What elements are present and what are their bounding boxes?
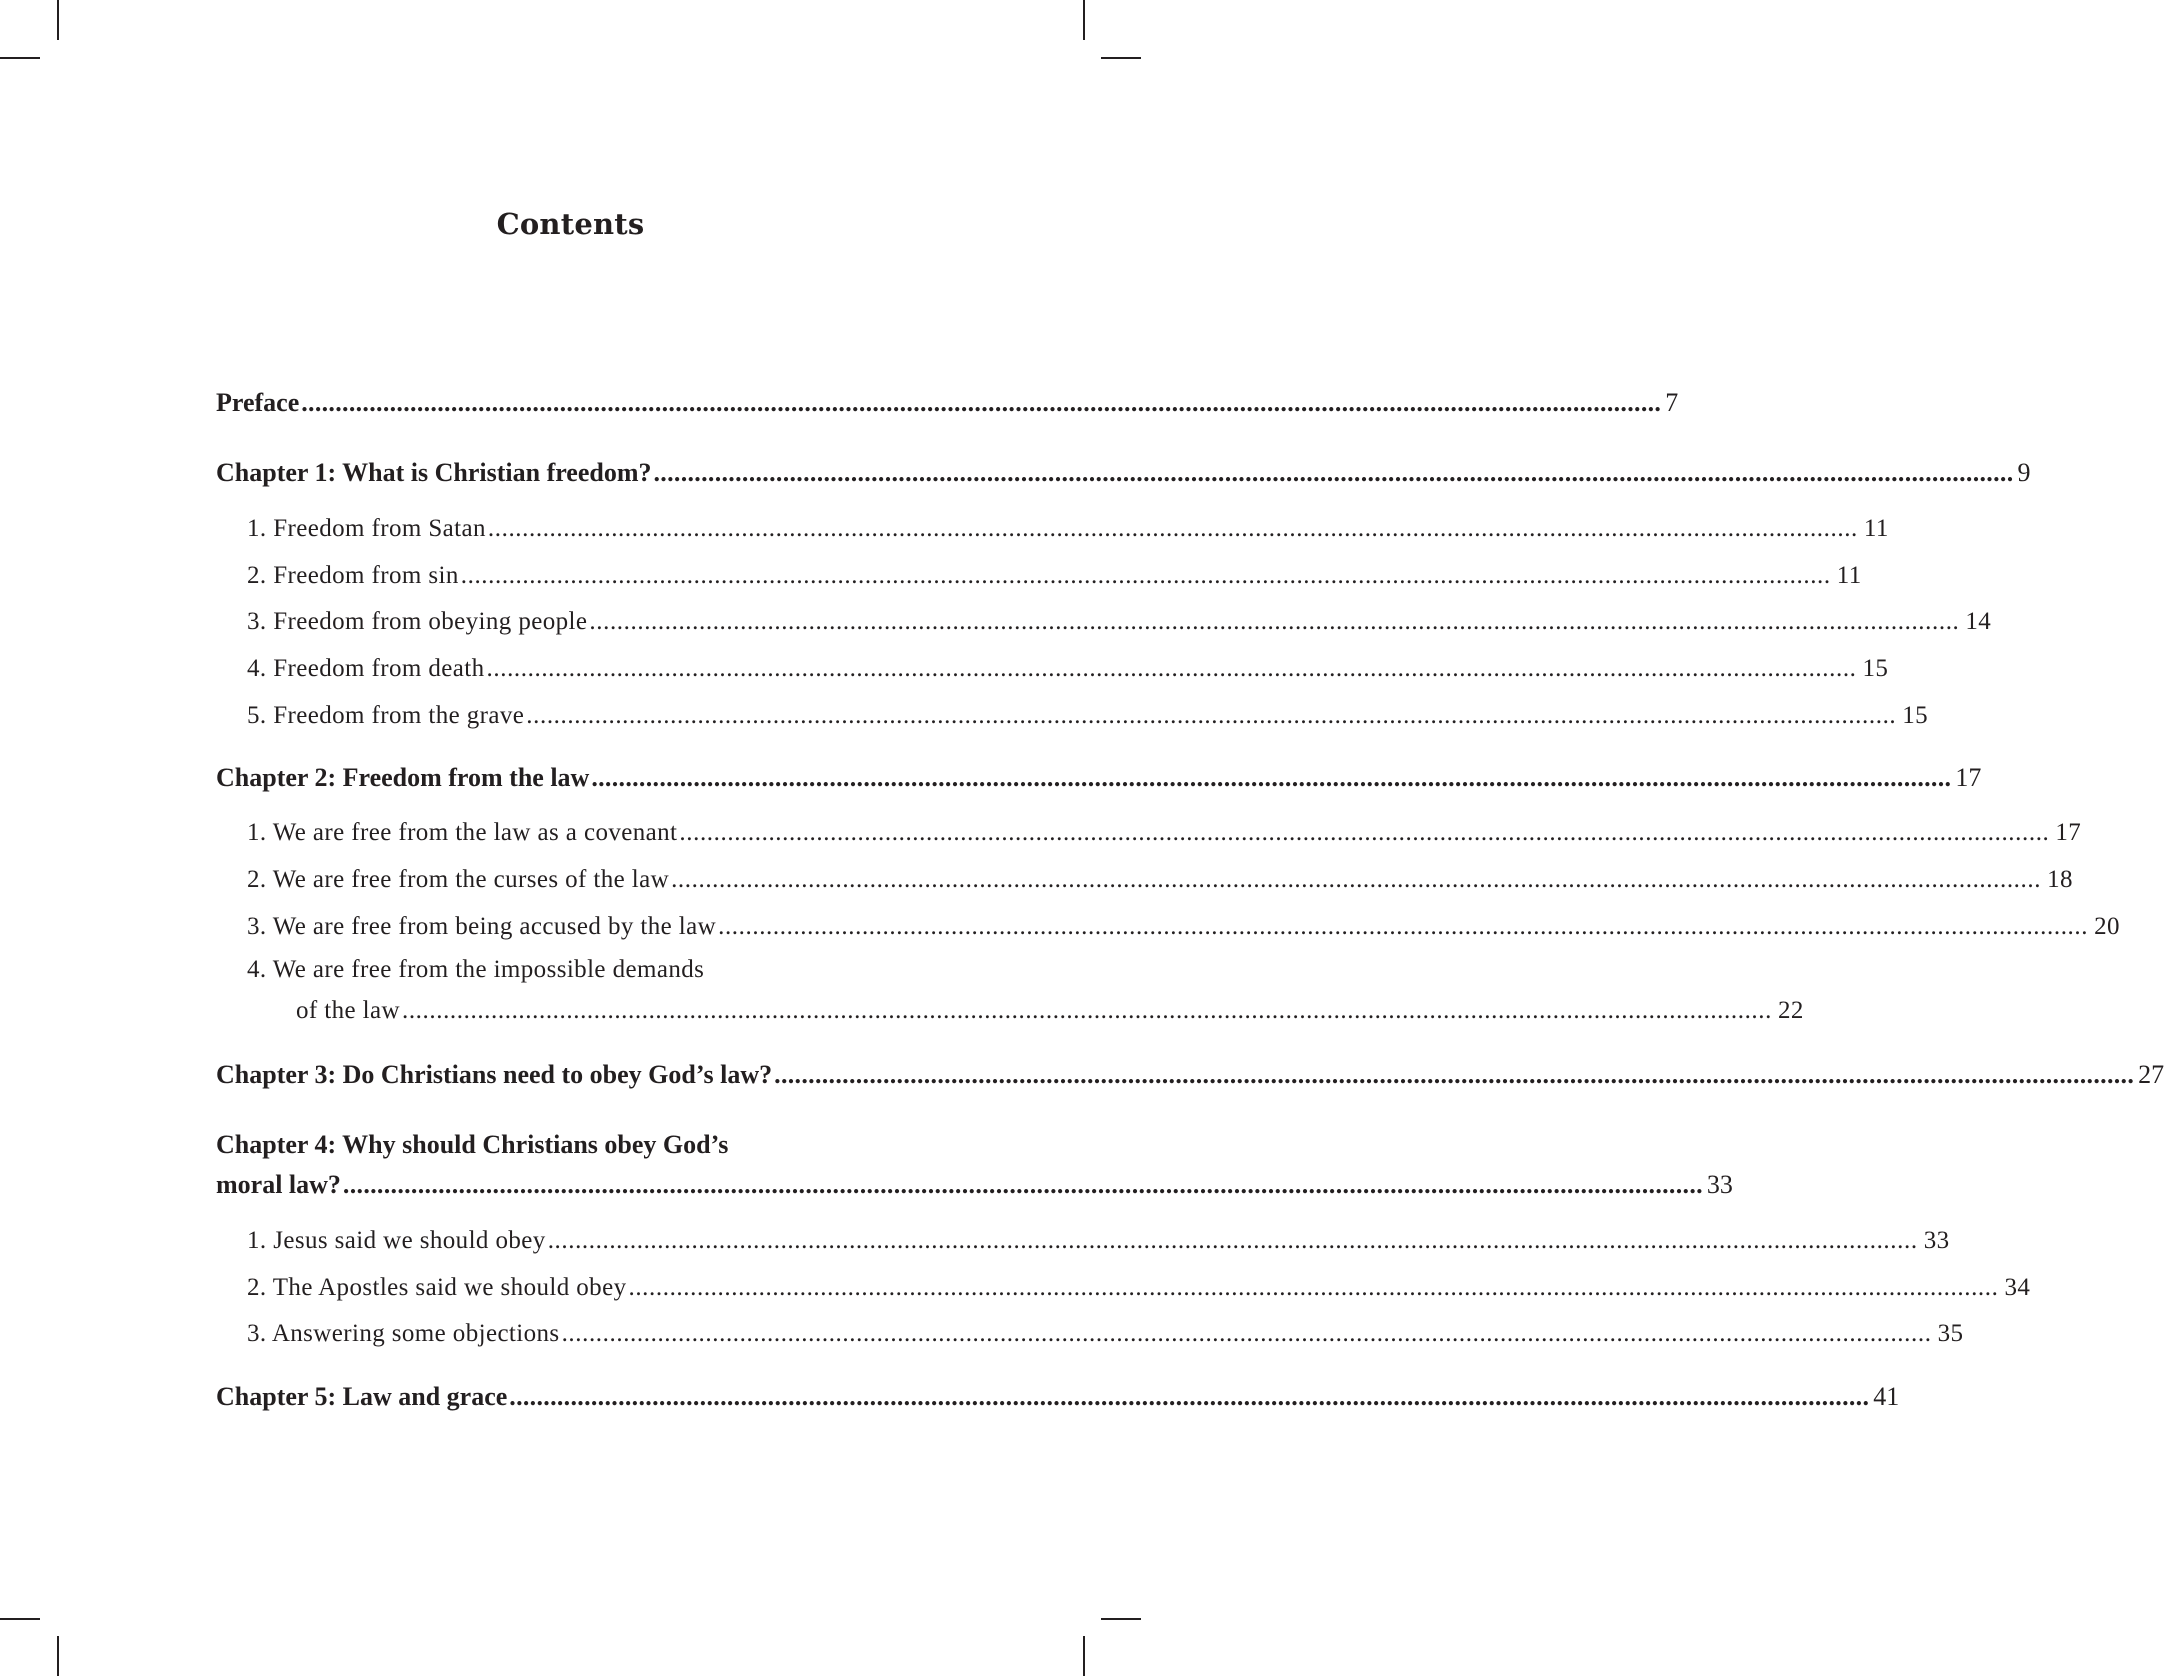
toc-entry-page: 11 — [1863, 515, 1889, 542]
toc-entry-page: 7 — [1665, 388, 1679, 417]
toc-subentry[interactable] — [247, 1227, 1950, 1255]
dot-leader: ........................................................................................................................................................................................................ — [509, 1382, 1870, 1411]
toc-entry-page: 15 — [1862, 655, 1889, 682]
toc-entry-page: 14 — [1965, 608, 1992, 635]
toc-subentry[interactable] — [247, 515, 1889, 543]
toc-entry-label: Chapter 1: What is Christian freedom? — [216, 458, 652, 487]
toc-subentry[interactable] — [296, 997, 1804, 1025]
dot-leader: ........................................................................................................................................................................................................ — [401, 997, 1772, 1024]
toc-entry-label: 3. We are free from being accused by the law — [247, 913, 717, 940]
toc-entry-label: 1. Jesus said we should obey — [247, 1227, 546, 1254]
dot-leader: ........................................................................................................................................................................................................ — [342, 1170, 1703, 1199]
dot-leader: ........................................................................................................................................................................................................ — [526, 702, 1897, 729]
toc-entry-label: Chapter 2: Freedom from the law — [216, 763, 590, 792]
toc-entry-label-line1: Chapter 4: Why should Christians obey God’s — [216, 1130, 729, 1159]
toc-entry-page: 17 — [2055, 819, 2082, 846]
toc-entry-page: 9 — [2017, 458, 2031, 487]
toc-entry-label: Chapter 5: Law and grace — [216, 1382, 508, 1411]
toc-subentry[interactable] — [247, 655, 1889, 683]
toc-entry-label: 4. Freedom from death — [247, 655, 485, 682]
toc-entry-label: 3. Freedom from obeying people — [247, 608, 588, 635]
toc-entry-preface[interactable] — [216, 388, 1679, 418]
toc-entry-page: 27 — [2138, 1060, 2164, 1089]
toc-entry-page: 33 — [1706, 1170, 1733, 1199]
toc-entry-label: 2. We are free from the curses of the law — [247, 866, 670, 893]
toc-entry-chapter-4[interactable] — [216, 1170, 1733, 1200]
toc-entry-label: Chapter 3: Do Christians need to obey God’s law? — [216, 1060, 773, 1089]
dot-leader: ........................................................................................................................................................................................................ — [487, 515, 1858, 542]
dot-leader: ........................................................................................................................................................................................................ — [486, 655, 1857, 682]
toc-entry-label: moral law? — [216, 1170, 341, 1199]
toc-entry-page: 33 — [1923, 1227, 1950, 1254]
toc-entry-page: 18 — [2047, 866, 2073, 893]
dot-leader: ........................................................................................................................................................................................................ — [653, 458, 2014, 487]
dot-leader: ........................................................................................................................................................................................................ — [671, 866, 2042, 893]
toc-entry-label: of the law — [296, 997, 400, 1024]
toc-entry-page: 20 — [2094, 913, 2120, 940]
dot-leader: ........................................................................................................................................................................................................ — [460, 562, 1831, 589]
toc-entry-label: 1. Freedom from Satan — [247, 515, 486, 542]
toc-subentry[interactable] — [247, 913, 2120, 941]
toc-entry-page: 34 — [2004, 1274, 2031, 1301]
dot-leader: ........................................................................................................................................................................................................ — [301, 388, 1662, 417]
dot-leader: ........................................................................................................................................................................................................ — [561, 1320, 1932, 1347]
dot-leader: ........................................................................................................................................................................................................ — [628, 1274, 1999, 1301]
toc-subentry[interactable] — [247, 1320, 1964, 1348]
toc-entry-chapter-3[interactable] — [216, 1060, 2164, 1090]
toc-entry-label: 2. The Apostles said we should obey — [247, 1274, 627, 1301]
toc-entry-chapter-2[interactable] — [216, 763, 1982, 793]
toc-subentry[interactable] — [247, 866, 2073, 894]
dot-leader: ........................................................................................................................................................................................................ — [547, 1227, 1918, 1254]
toc-entry-page: 17 — [1955, 763, 1982, 792]
dot-leader: ........................................................................................................................................................................................................ — [718, 913, 2089, 940]
toc-entry-chapter-5[interactable] — [216, 1382, 1900, 1412]
toc-entry-page: 15 — [1902, 702, 1929, 729]
dot-leader: ........................................................................................................................................................................................................ — [774, 1060, 2135, 1089]
page-title: Contents — [496, 207, 645, 241]
toc-entry-label: 1. We are free from the law as a covenant — [247, 819, 678, 846]
toc-entry-label: 5. Freedom from the grave — [247, 702, 525, 729]
toc-entry-page: 22 — [1777, 997, 1804, 1024]
toc-entry-page: 41 — [1873, 1382, 1900, 1411]
dot-leader: ........................................................................................................................................................................................................ — [591, 763, 1952, 792]
toc-entry-label: 2. Freedom from sin — [247, 562, 459, 589]
toc-entry-label: Preface — [216, 388, 300, 417]
toc-entry-page: 35 — [1937, 1320, 1964, 1347]
toc-entry-label: 3. Answering some objections — [247, 1320, 560, 1347]
toc-entry-chapter-1[interactable] — [216, 458, 2031, 488]
toc-subentry[interactable] — [247, 1274, 2031, 1302]
dot-leader: ........................................................................................................................................................................................................ — [679, 819, 2050, 846]
toc-subentry[interactable] — [247, 608, 1992, 636]
dot-leader: ........................................................................................................................................................................................................ — [589, 608, 1960, 635]
toc-entry-page: 11 — [1836, 562, 1862, 589]
toc-subentry[interactable] — [247, 819, 2082, 847]
toc-subentry-label-line1: 4. We are free from the impossible demands — [247, 956, 705, 983]
toc-subentry[interactable] — [247, 562, 1862, 590]
toc-subentry[interactable] — [247, 702, 1929, 730]
